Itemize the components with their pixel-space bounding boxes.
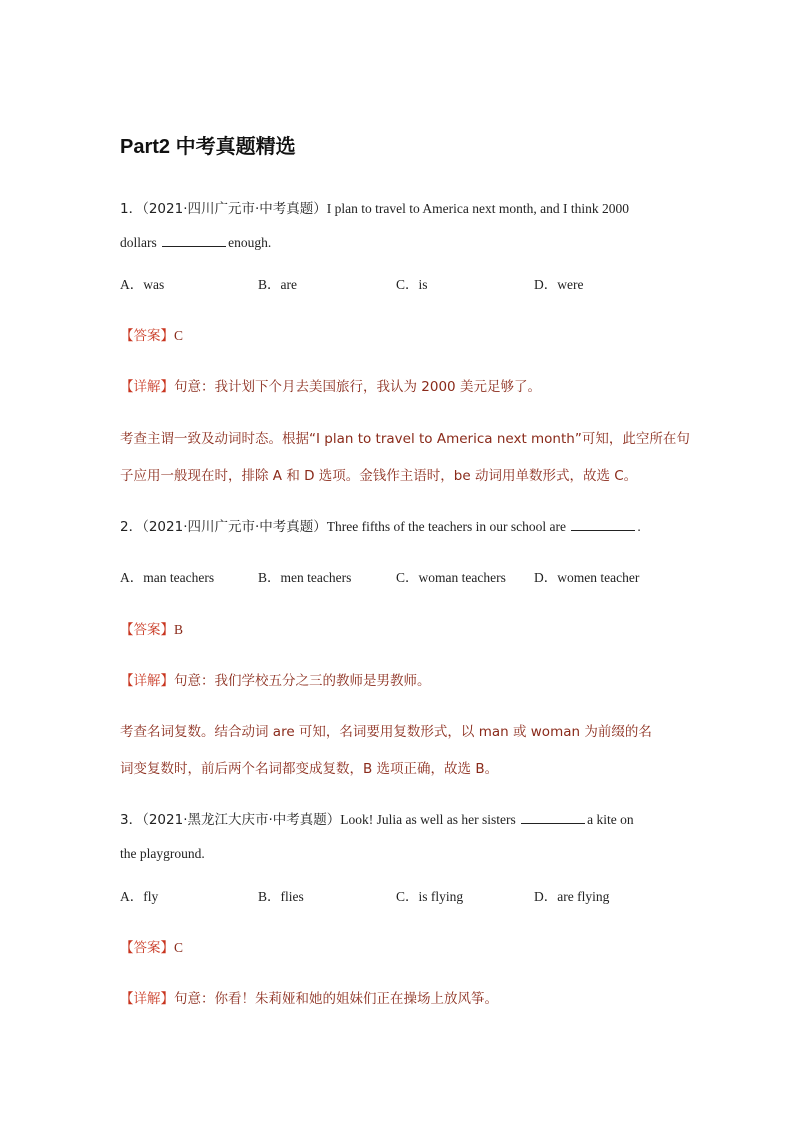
- question-2-line-1: [120, 518, 641, 536]
- answer-blank: [571, 518, 635, 531]
- answer-blank: [162, 234, 226, 247]
- option-c: C．is: [396, 277, 428, 292]
- option-d: D．women teacher: [534, 570, 640, 585]
- section-heading: Part2 中考真题精选: [120, 136, 296, 158]
- question-1-detail-3: 子应用一般现在时，排除 A 和 D 选项。金钱作主语时，be 动词用单数形式，故选 C。: [120, 468, 638, 484]
- answer-blank: [521, 811, 585, 824]
- question-2-number: 2．（2021·四川广元市·中考真题）: [120, 519, 327, 535]
- answer-value: C: [174, 940, 184, 955]
- answer-value: B: [174, 622, 184, 637]
- option-b: B．are: [258, 277, 297, 292]
- detail-tag: 【详解】: [120, 673, 174, 689]
- question-3-line-2: the playground.: [120, 846, 205, 861]
- question-3-line-1: [120, 811, 634, 829]
- option-c: C．woman teachers: [396, 570, 506, 585]
- question-1-number: 1．（2021·四川广元市·中考真题）: [120, 201, 327, 217]
- option-a: A．man teachers: [120, 570, 215, 585]
- answer-tag: 【答案】: [120, 328, 174, 344]
- option-d: D．are flying: [534, 889, 610, 904]
- option-d: D．were: [534, 277, 584, 292]
- question-2-answer: [120, 621, 183, 639]
- answer-tag: 【答案】: [120, 940, 174, 956]
- question-1-detail-1: [120, 378, 541, 396]
- detail-text: 句意：我们学校五分之三的教师是男教师。: [174, 673, 431, 689]
- detail-tag: 【详解】: [120, 991, 174, 1007]
- question-3-number: 3．（2021·黑龙江大庆市·中考真题）: [120, 812, 341, 828]
- answer-tag: 【答案】: [120, 622, 174, 638]
- option-c: C．is flying: [396, 889, 464, 904]
- option-a: A．fly: [120, 889, 159, 904]
- question-2-detail-1: [120, 672, 431, 690]
- option-b: B．flies: [258, 889, 304, 904]
- question-3-detail-1: [120, 990, 498, 1008]
- answer-value: C: [174, 328, 184, 343]
- question-1-line-2: [120, 234, 271, 252]
- question-1-text: I plan to travel to America next month, and I think 2000: [326, 201, 629, 216]
- question-1-answer: [120, 327, 183, 345]
- detail-text: 句意：我计划下个月去美国旅行，我认为 2000 美元足够了。: [174, 379, 541, 395]
- option-a: A．was: [120, 277, 165, 292]
- question-3-text-1a: Look! Julia as well as her sisters: [340, 812, 516, 827]
- question-1-text-2b: enough.: [228, 235, 272, 250]
- option-b: B．men teachers: [258, 570, 352, 585]
- detail-tag: 【详解】: [120, 379, 174, 395]
- question-2-text-end: .: [637, 519, 641, 534]
- question-2-detail-3: 词变复数时，前后两个名词都变成复数，B 选项正确，故选 B。: [120, 761, 499, 777]
- question-1-text-2a: dollars: [120, 235, 157, 250]
- question-1-detail-2: 考查主谓一致及动词时态。根据“I plan to travel to America next month”可知，此空所在句: [120, 431, 690, 447]
- question-1-line-1: [120, 200, 629, 218]
- question-3-answer: [120, 939, 183, 957]
- question-2-text: Three fifths of the teachers in our school are: [326, 519, 566, 534]
- detail-text: 句意：你看！朱莉娅和她的姐妹们正在操场上放风筝。: [174, 991, 498, 1007]
- question-2-detail-2: 考查名词复数。结合动词 are 可知，名词要用复数形式，以 man 或 woman 为前缀的名: [120, 724, 652, 740]
- question-3-text-1b: a kite on: [587, 812, 634, 827]
